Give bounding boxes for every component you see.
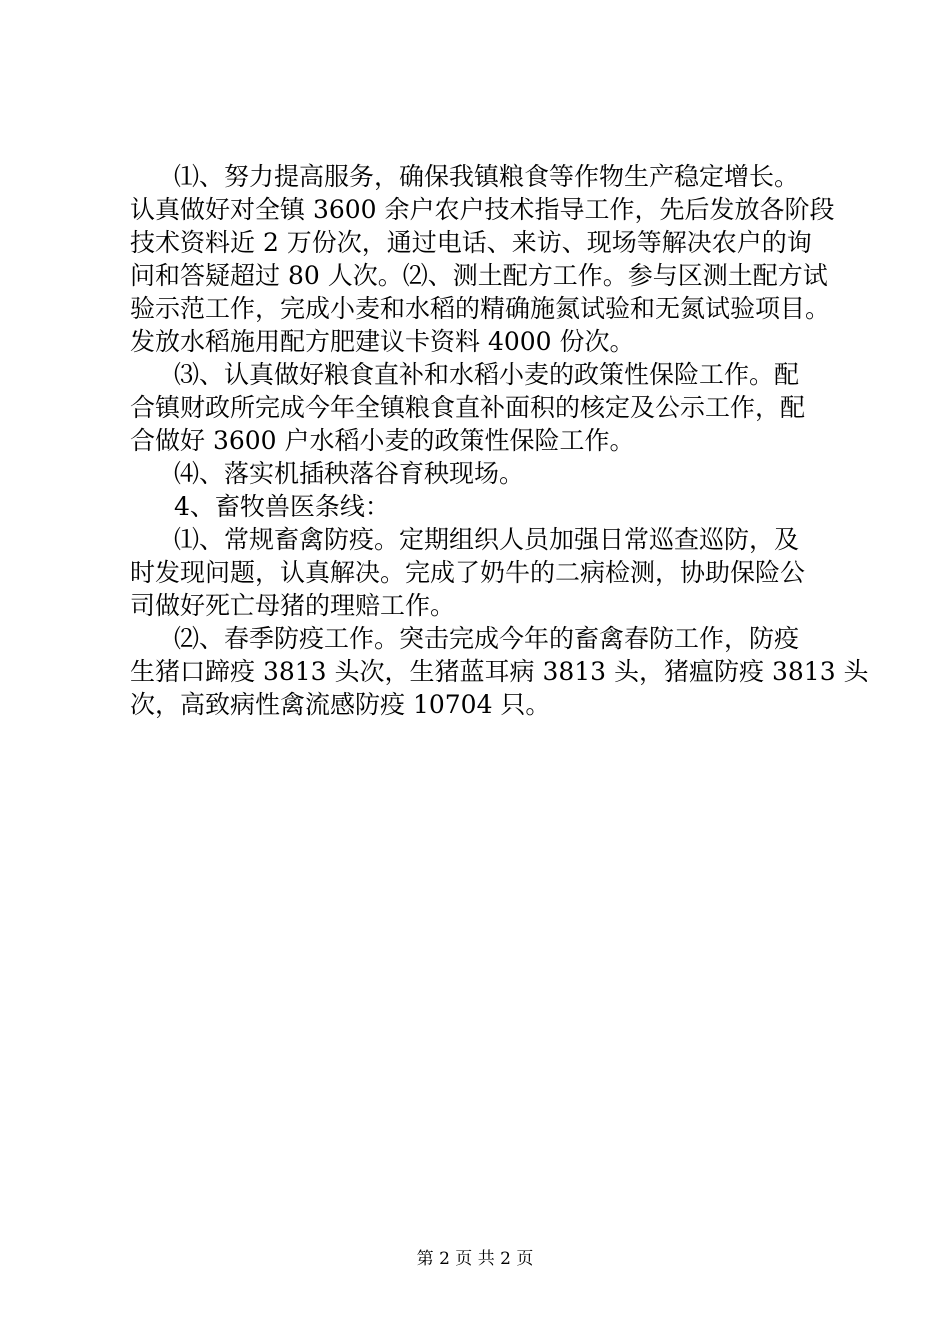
- text-line: 问和答疑超过 80 人次。⑵、测土配方工作。参与区测土配方试: [130, 261, 828, 290]
- text-line: 技术资料近 2 万份次，通过电话、来访、现场等解决农户的询: [130, 228, 812, 257]
- text-line: ⑴、努力提高服务，确保我镇粮食等作物生产稳定增长。: [174, 162, 800, 191]
- section-heading-livestock: [130, 490, 838, 523]
- text-line: ⑷、落实机插秧落谷育秧现场。: [174, 459, 525, 488]
- document-body: [130, 160, 869, 721]
- text-line: ⑵、春季防疫工作。突击完成今年的畜禽春防工作，防疫: [174, 624, 800, 653]
- paragraph-seedling-site: [130, 457, 838, 490]
- text-line: 认真做好对全镇 3600 余户农户技术指导工作，先后发放各阶段: [130, 195, 835, 224]
- text-line: 次，高致病性禽流感防疫 10704 只。: [130, 690, 551, 719]
- paragraph-crop-services: [130, 160, 838, 358]
- paragraph-grain-subsidy: [130, 358, 838, 457]
- text-line: ⑴、常规畜禽防疫。定期组织人员加强日常巡查巡防，及: [174, 525, 800, 554]
- text-line: 4、畜牧兽医条线：: [174, 492, 390, 521]
- text-line: 时发现问题，认真解决。完成了奶牛的二病检测，协助保险公: [130, 558, 806, 587]
- text-line: 生猪口蹄疫 3813 头次，生猪蓝耳病 3813 头，猪瘟防疫 3813 头: [130, 657, 869, 686]
- text-line: 合做好 3600 户水稻小麦的政策性保险工作。: [130, 426, 635, 455]
- text-line: 发放水稻施用配方肥建议卡资料 4000 份次。: [130, 327, 635, 356]
- paragraph-routine-epidemic-prevention: [130, 523, 838, 622]
- text-line: ⑶、认真做好粮食直补和水稻小麦的政策性保险工作。配: [174, 360, 800, 389]
- paragraph-spring-epidemic-prevention: [130, 622, 869, 721]
- text-line: 验示范工作，完成小麦和水稻的精确施氮试验和无氮试验项目。: [130, 294, 831, 323]
- text-line: 司做好死亡母猪的理赔工作。: [130, 591, 456, 620]
- page-number-footer: 第 2 页 共 2 页: [416, 1249, 534, 1269]
- text-line: 合镇财政所完成今年全镇粮食直补面积的核定及公示工作，配: [130, 393, 806, 422]
